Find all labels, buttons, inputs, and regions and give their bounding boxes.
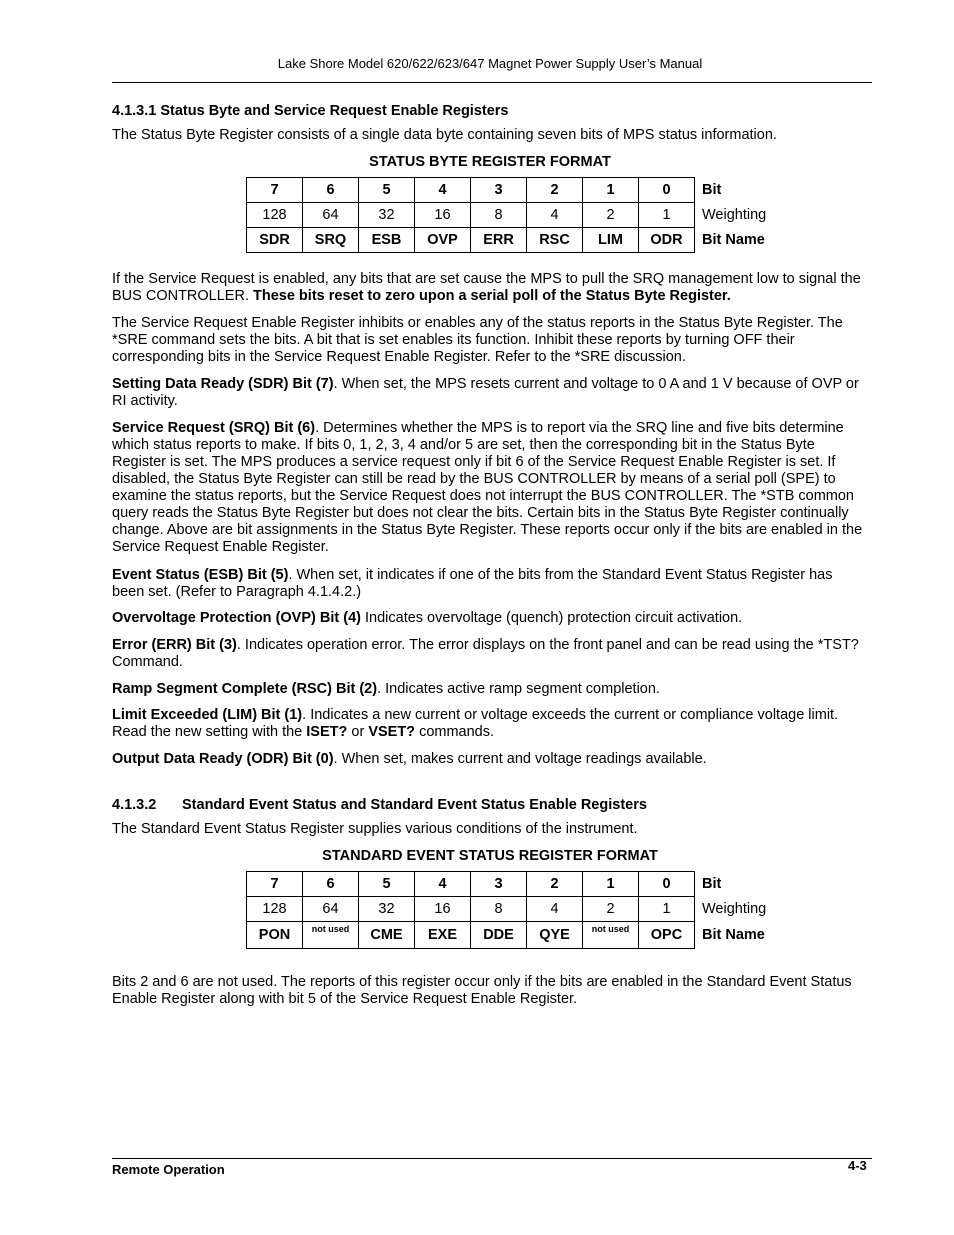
cell: DDE	[471, 922, 527, 949]
table-title	[112, 154, 868, 171]
cell: 6	[303, 178, 359, 203]
paragraph-odr	[112, 751, 868, 768]
text: . When set, it indicates if one of the bits from the Standard Event Status Register has been set. (Refer to Paragraph 4.1.4.2.)	[112, 567, 833, 600]
row-label: Bit	[702, 182, 722, 198]
intro-text: The Standard Event Status Register supplies various conditions of the instrument.	[112, 821, 638, 837]
cell: 128	[247, 203, 303, 228]
cell: 16	[415, 203, 471, 228]
cell: 128	[247, 897, 303, 922]
text: . Indicates operation error. The error displays on the front panel and can be read using the *TST? Command.	[112, 637, 859, 670]
intro-text: The Status Byte Register consists of a single data byte containing seven bits of MPS status information.	[112, 127, 777, 143]
cell: 5	[359, 178, 415, 203]
footer-rule	[112, 1158, 872, 1159]
table-title-text: STATUS BYTE REGISTER FORMAT	[369, 154, 611, 170]
bit-row	[247, 178, 783, 203]
table-title-text: STANDARD EVENT STATUS REGISTER FORMAT	[322, 848, 658, 864]
term: Error (ERR) Bit (3)	[112, 637, 237, 653]
section-intro	[112, 127, 868, 144]
cell: SRQ	[303, 228, 359, 253]
row-label: Bit	[702, 876, 722, 892]
text: . Indicates active ramp segment completion.	[377, 681, 660, 697]
paragraph-err	[112, 637, 868, 671]
cell: 4	[415, 178, 471, 203]
cell: CME	[359, 922, 415, 949]
text: Indicates overvoltage (quench) protection circuit activation.	[360, 610, 743, 626]
text: If the Service Request is enabled, any bits that are set cause the MPS to pull the SRQ management low to signal the BUS CONTROLLER.	[112, 271, 861, 304]
cell: 3	[471, 178, 527, 203]
cell: 4	[415, 872, 471, 897]
cell: ESB	[359, 228, 415, 253]
cell: ERR	[471, 228, 527, 253]
page-number: 4-3	[848, 1158, 867, 1173]
cell: 16	[415, 897, 471, 922]
cell: PON	[247, 922, 303, 949]
cell: 32	[359, 897, 415, 922]
term: Overvoltage Protection (OVP) Bit (4)	[112, 610, 361, 626]
cell: 7	[247, 178, 303, 203]
cell: SDR	[247, 228, 303, 253]
heading-text: Standard Event Status and Standard Event Status Enable Registers	[182, 797, 647, 813]
cell: 4	[527, 897, 583, 922]
text: . When set, makes current and voltage readings available.	[333, 751, 707, 767]
paragraph-lim	[112, 707, 868, 741]
term: Output Data Ready (ODR) Bit (0)	[112, 751, 334, 767]
paragraph-sdr	[112, 376, 868, 410]
standard-event-status-table	[246, 871, 783, 949]
row-label: Weighting	[702, 901, 767, 917]
cell-not-used: not used	[583, 922, 639, 949]
text: . Indicates a new current or voltage exceeds the current or compliance voltage limit. Read the new setting with the	[112, 707, 839, 740]
paragraph-esb	[112, 567, 868, 601]
cell: 2	[583, 203, 639, 228]
text: Bits 2 and 6 are not used. The reports of this register occur only if the bits are enabled in the Standard Event Status Enable Register along with bit 5 of the Service Request Enable Register.	[112, 974, 852, 1007]
row-label: Weighting	[702, 207, 767, 223]
cell: 0	[639, 178, 695, 203]
section-heading-4131	[112, 103, 868, 120]
cell: 64	[303, 897, 359, 922]
cell: 1	[639, 897, 695, 922]
cell: OVP	[415, 228, 471, 253]
text: or	[347, 724, 369, 740]
section-heading-4132	[112, 797, 868, 814]
paragraph	[112, 315, 868, 366]
footer-section: Remote Operation	[112, 1162, 225, 1177]
weighting-row	[247, 203, 783, 228]
term: Setting Data Ready (SDR) Bit (7)	[112, 376, 334, 392]
term: Service Request (SRQ) Bit (6)	[112, 420, 316, 436]
command: ISET?	[306, 724, 348, 740]
command: VSET?	[368, 724, 416, 740]
cell: 0	[639, 872, 695, 897]
term: Event Status (ESB) Bit (5)	[112, 567, 289, 583]
bit-name-row	[247, 228, 783, 253]
cell: EXE	[415, 922, 471, 949]
weighting-row	[247, 897, 783, 922]
term: Ramp Segment Complete (RSC) Bit (2)	[112, 681, 378, 697]
cell: LIM	[583, 228, 639, 253]
cell: 2	[527, 872, 583, 897]
header-rule	[112, 82, 872, 83]
running-header: Lake Shore Model 620/622/623/647 Magnet Power Supply User’s Manual	[277, 56, 703, 71]
row-label: Bit Name	[702, 927, 765, 943]
text: . When set, the MPS resets current and voltage to 0 A and 1 V because of OVP or RI activity.	[112, 376, 859, 409]
table-title	[112, 848, 868, 865]
cell: 2	[527, 178, 583, 203]
cell: 3	[471, 872, 527, 897]
cell: 4	[527, 203, 583, 228]
cell: 1	[639, 203, 695, 228]
text: commands.	[415, 724, 495, 740]
cell: 32	[359, 203, 415, 228]
paragraph-srq	[112, 420, 868, 556]
status-byte-table	[246, 177, 783, 253]
row-label: Bit Name	[702, 232, 765, 248]
cell: QYE	[527, 922, 583, 949]
cell: 5	[359, 872, 415, 897]
term: Limit Exceeded (LIM) Bit (1)	[112, 707, 303, 723]
text-bold: These bits reset to zero upon a serial poll of the Status Byte Register.	[253, 288, 731, 304]
section-number: 4.1.3.2	[112, 797, 157, 813]
heading-text: 4.1.3.1 Status Byte and Service Request Enable Registers	[112, 103, 509, 119]
cell: 64	[303, 203, 359, 228]
paragraph-ovp	[112, 610, 868, 627]
cell: 7	[247, 872, 303, 897]
text: The Service Request Enable Register inhibits or enables any of the status reports in the Status Byte Register. The *SRE command sets the bits. A bit that is set enables its function. Inhibit these reports by turning OFF their corresponding bits in the Service Request Enable Register. Refer to the *SRE discussion.	[112, 315, 843, 365]
cell: 1	[583, 872, 639, 897]
cell: 6	[303, 872, 359, 897]
cell-not-used: not used	[303, 922, 359, 949]
paragraph-rsc	[112, 681, 868, 698]
bit-name-row	[247, 922, 783, 949]
section-intro	[112, 821, 868, 838]
bit-row	[247, 872, 783, 897]
cell: 1	[583, 178, 639, 203]
cell: RSC	[527, 228, 583, 253]
text: . Determines whether the MPS is to report via the SRQ line and five bits determine which status reports to make. If bits 0, 1, 2, 3, 4 and/or 5 are set, then the corresponding bit in the Status Byte Register is set. The MPS produces a service request only if bit 6 of the Service Request Enable Register is set. If disabled, the Status Byte Register can still be read by the BUS CONTROLLER by means of a serial poll (SPE) to examine the status reports, but the Service Request does not interrupt the BUS CONTROLLER. The *STB common query reads the Status Byte Register but does not clear the bits. Certain bits in the Status Byte Register continually change. Above are bit assignments in the Status Byte Register. These reports occur only if the bits are enabled in the Service Request Enable Register.	[112, 420, 863, 555]
cell: 8	[471, 203, 527, 228]
cell: 2	[583, 897, 639, 922]
cell: ODR	[639, 228, 695, 253]
paragraph	[112, 271, 868, 305]
cell: 8	[471, 897, 527, 922]
paragraph	[112, 974, 868, 1008]
cell: OPC	[639, 922, 695, 949]
